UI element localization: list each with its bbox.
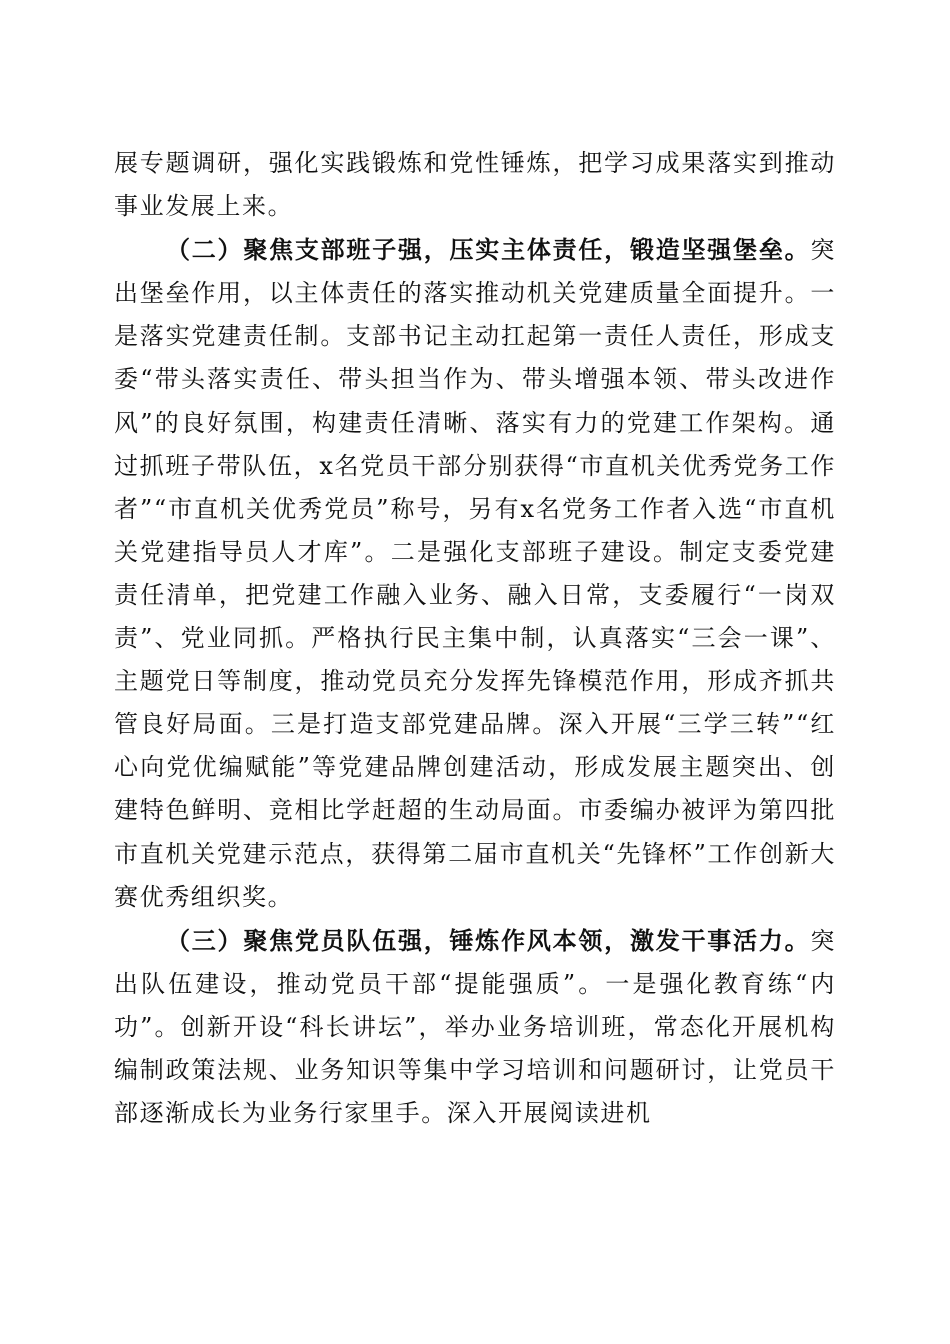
section-heading-two: （二）聚焦支部班子强，压实主体责任，锻造坚强堡垒。 xyxy=(166,235,811,265)
section-heading-three: （三）聚焦党员队伍强，锤炼作风本领，激发干事活力。 xyxy=(166,925,811,955)
paragraph-body: 突出队伍建设，推动党员干部“提能强质”。一是强化教育练“内功”。创新开设“科长讲坛”，举办业务培训班，常态化开展机构编制政策法规、业务知识等集中学习培训和问题研讨，让党员干部逐渐成长为业务行家里手。深入开展阅读进机 xyxy=(114,926,836,1128)
paragraph-body: 突出堡垒作用，以主体责任的落实推动机关党建质量全面提升。一是落实党建责任制。支部书记主动扛起第一责任人责任，形成支委“带头落实责任、带头担当作为、带头增强本领、带头改进作风”的良好氛围，构建责任清晰、落实有力的党建工作架构。通过抓班子带队伍，x名党员干部分别获得“市直机关优秀党务工作者”“市直机关优秀党员”称号，另有x名党务工作者入选“市直机关党建指导员人才库”。二是强化支部班子建设。制定支委党建责任清单，把党建工作融入业务、融入日常，支委履行“一岗双责”、党业同抓。严格执行民主集中制，认真落实“三会一课”、主题党日等制度，推动党员充分发挥先锋模范作用，形成齐抓共管良好局面。三是打造支部党建品牌。深入开展“三学三转”“红心向党优编赋能”等党建品牌创建活动，形成发展主题突出、创建特色鲜明、竞相比学赶超的生动局面。市委编办被评为第四批市直机关党建示范点，获得第二届市直机关“先锋杯”工作创新大赛优秀组织奖。 xyxy=(114,236,836,911)
document-body xyxy=(114,142,836,1135)
paragraph-section-two xyxy=(114,228,836,919)
paragraph-continuation xyxy=(114,142,836,228)
paragraph-section-three xyxy=(114,919,836,1135)
paragraph-body: 展专题调研，强化实践锻炼和党性锤炼，把学习成果落实到推动事业发展上来。 xyxy=(114,149,836,221)
